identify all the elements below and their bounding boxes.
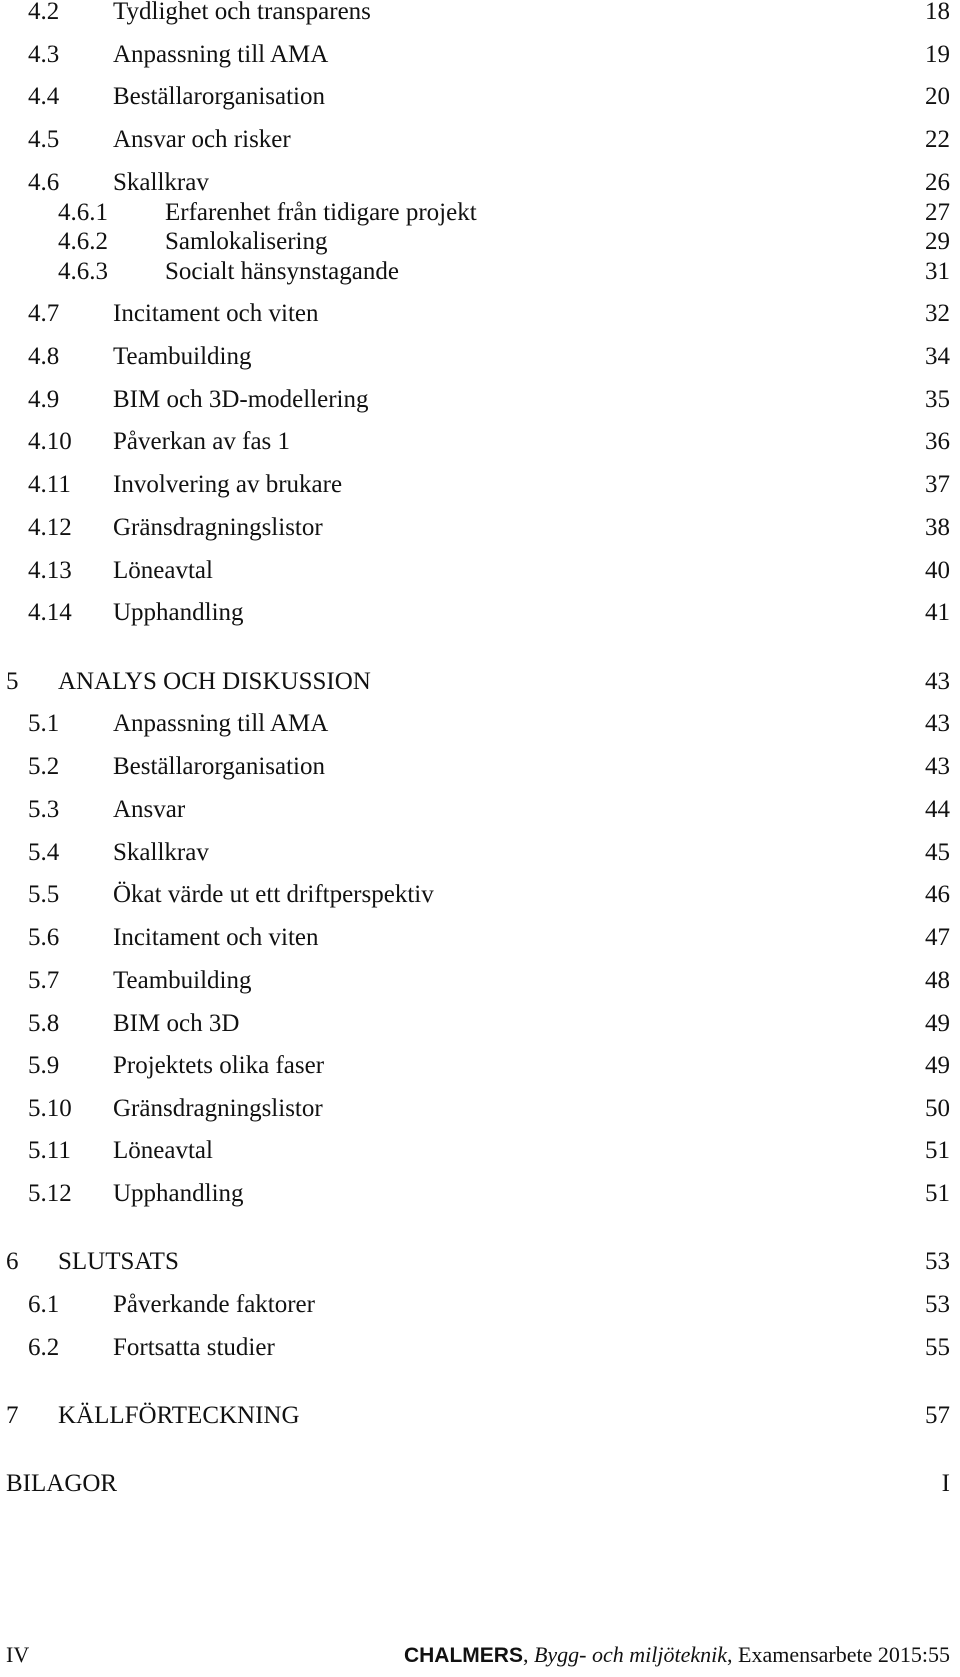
toc-entry-title: Teambuilding — [113, 967, 252, 994]
toc-chapter-number: 6 — [6, 1248, 19, 1275]
toc-entry[interactable] — [0, 252, 960, 292]
toc-entry-number: 5.5 — [28, 881, 60, 908]
toc-entry-title: Ökat värde ut ett driftperspektiv — [113, 881, 434, 908]
toc-entry-title: Skallkrav — [113, 169, 209, 196]
toc-entry[interactable] — [0, 551, 960, 591]
toc-entry-number: 5.6 — [28, 924, 60, 951]
toc-entry-number: 5.3 — [28, 796, 60, 823]
toc-entry-title: Upphandling — [113, 599, 244, 626]
toc-entry-page: 49 — [925, 1052, 950, 1079]
toc-chapter-title: SLUTSATS — [58, 1248, 179, 1275]
toc-entry-title: BIM och 3D — [113, 1010, 240, 1037]
toc-entry-title: Påverkan av fas 1 — [113, 428, 291, 455]
toc-entry-title: BIM och 3D-modellering — [113, 386, 369, 413]
toc-entry-title: Beställarorganisation — [113, 753, 325, 780]
toc-entry-title: Teambuilding — [113, 343, 252, 370]
toc-entry-title: Ansvar och risker — [113, 126, 291, 153]
toc-entry[interactable] — [0, 875, 960, 915]
toc-entry-title: Gränsdragningslistor — [113, 514, 323, 541]
toc-entry[interactable] — [0, 77, 960, 117]
toc-entry-page: 51 — [925, 1180, 950, 1207]
toc-entry-title: Fortsatta studier — [113, 1334, 275, 1361]
toc-chapter[interactable] — [0, 662, 960, 702]
toc-entry[interactable] — [0, 961, 960, 1001]
toc-entry-title: Ansvar — [113, 796, 186, 823]
toc-entry-page: 40 — [925, 557, 950, 584]
toc-entry-number: 4.13 — [28, 557, 72, 584]
toc-entry[interactable] — [0, 1004, 960, 1044]
toc-entry-number: 4.11 — [28, 471, 71, 498]
page-footer — [0, 1640, 960, 1670]
footer-publication — [404, 1640, 950, 1671]
toc-entry-title: Anpassning till AMA — [113, 41, 329, 68]
toc-appendix-title: BILAGOR — [6, 1470, 118, 1497]
toc-entry-title: Anpassning till AMA — [113, 710, 329, 737]
toc-entry-page: 50 — [925, 1095, 950, 1122]
toc-entry[interactable] — [0, 120, 960, 160]
footer-department: Bygg- och miljöteknik — [533, 1642, 727, 1667]
toc-entry-title: Tydlighet och transparens — [113, 0, 371, 25]
toc-entry-number: 5.9 — [28, 1052, 60, 1079]
footer-brand: CHALMERS — [403, 1644, 523, 1667]
toc-entry-page: 36 — [925, 428, 950, 455]
toc-entry-page: 27 — [925, 199, 950, 226]
toc-entry-page: 34 — [925, 343, 950, 370]
toc-chapter-number: 7 — [6, 1402, 19, 1429]
toc-entry[interactable] — [0, 1131, 960, 1171]
toc-entry[interactable] — [0, 380, 960, 420]
toc-entry[interactable] — [0, 508, 960, 548]
toc-entry-title: Erfarenhet från tidigare projekt — [165, 199, 477, 226]
toc-entry[interactable] — [0, 1174, 960, 1214]
toc-entry-number: 4.6.1 — [58, 199, 108, 226]
toc-entry-number: 4.3 — [28, 41, 60, 68]
toc-entry-number: 5.4 — [28, 839, 60, 866]
toc-entry-number: 4.14 — [28, 599, 72, 626]
toc-chapter[interactable] — [0, 1242, 960, 1282]
toc-entry-page: 46 — [925, 881, 950, 908]
toc-entry[interactable] — [0, 833, 960, 873]
toc-entry[interactable] — [0, 790, 960, 830]
toc-entry-number: 4.6.3 — [58, 258, 108, 285]
toc-entry-number: 4.4 — [28, 83, 60, 110]
toc-entry-page: 47 — [925, 924, 950, 951]
toc-entry[interactable] — [0, 422, 960, 462]
toc-entry-title: Löneavtal — [113, 557, 213, 584]
toc-chapter[interactable] — [0, 1396, 960, 1436]
toc-entry-number: 5.7 — [28, 967, 60, 994]
toc-entry[interactable] — [0, 1328, 960, 1368]
toc-entry-number: 6.1 — [28, 1291, 60, 1318]
toc-entry-number: 5.2 — [28, 753, 60, 780]
toc-entry-page: 26 — [925, 169, 950, 196]
toc-entry-title: Beställarorganisation — [113, 83, 325, 110]
toc-entry-number: 4.12 — [28, 514, 72, 541]
toc-entry-number: 5.11 — [28, 1137, 71, 1164]
toc-entry-title: Upphandling — [113, 1180, 244, 1207]
toc-entry-page: 53 — [925, 1291, 950, 1318]
toc-entry-number: 5.10 — [28, 1095, 72, 1122]
footer-thesis: , Examensarbete 2015:55 — [727, 1642, 950, 1667]
toc-entry-number: 4.7 — [28, 300, 60, 327]
toc-entry-page: 43 — [925, 710, 950, 737]
toc-entry-page: 18 — [925, 0, 950, 25]
toc-entry-page: 49 — [925, 1010, 950, 1037]
toc-entry-number: 5.1 — [28, 710, 60, 737]
toc-entry[interactable] — [0, 35, 960, 75]
toc-entry-page: 35 — [925, 386, 950, 413]
toc-entry-page: 32 — [925, 300, 950, 327]
toc-appendix[interactable] — [0, 1464, 960, 1504]
toc-entry-number: 6.2 — [28, 1334, 60, 1361]
toc-entry-number: 4.5 — [28, 126, 60, 153]
toc-entry-title: Incitament och viten — [113, 300, 319, 327]
toc-entry-number: 4.6.2 — [58, 228, 108, 255]
toc-entry[interactable] — [0, 465, 960, 505]
toc-entry[interactable] — [0, 1089, 960, 1129]
toc-chapter-title: KÄLLFÖRTECKNING — [58, 1402, 300, 1429]
toc-entry[interactable] — [0, 918, 960, 958]
toc-appendix-page: I — [941, 1470, 950, 1497]
toc-entry[interactable] — [0, 0, 960, 32]
toc-entry[interactable] — [0, 593, 960, 633]
toc-entry[interactable] — [0, 704, 960, 744]
toc-entry-page: 51 — [925, 1137, 950, 1164]
toc-entry-title: Gränsdragningslistor — [113, 1095, 323, 1122]
toc-entry-page: 38 — [925, 514, 950, 541]
toc-entry-page: 22 — [925, 126, 950, 153]
toc-entry-number: 5.12 — [28, 1180, 72, 1207]
toc-entry-title: Påverkande faktorer — [113, 1291, 315, 1318]
toc-entry-number: 4.8 — [28, 343, 60, 370]
toc-entry-number: 4.2 — [28, 0, 60, 25]
toc-entry-page: 48 — [925, 967, 950, 994]
toc-entry-page: 43 — [925, 753, 950, 780]
toc-entry-page: 41 — [925, 599, 950, 626]
toc-entry-number: 5.8 — [28, 1010, 60, 1037]
toc-chapter-title: ANALYS OCH DISKUSSION — [58, 668, 371, 695]
toc-entry-title: Socialt hänsynstagande — [165, 258, 399, 285]
toc-entry-title: Projektets olika faser — [113, 1052, 325, 1079]
toc-entry[interactable] — [0, 294, 960, 334]
toc-chapter-page: 57 — [925, 1402, 950, 1429]
toc-chapter-number: 5 — [6, 668, 19, 695]
toc-entry-title: Involvering av brukare — [113, 471, 343, 498]
toc-entry-title: Samlokalisering — [165, 228, 328, 255]
toc-entry-number: 4.6 — [28, 169, 60, 196]
toc-entry-title: Löneavtal — [113, 1137, 213, 1164]
toc-chapter-page: 53 — [925, 1248, 950, 1275]
toc-entry-title: Skallkrav — [113, 839, 209, 866]
toc-entry[interactable] — [0, 337, 960, 377]
toc-entry-page: 44 — [925, 796, 950, 823]
toc-entry[interactable] — [0, 1285, 960, 1325]
toc-entry[interactable] — [0, 1046, 960, 1086]
toc-entry-page: 29 — [925, 228, 950, 255]
toc-entry-number: 4.9 — [28, 386, 60, 413]
toc-chapter-page: 43 — [925, 668, 950, 695]
footer-page-number: IV — [6, 1642, 30, 1667]
toc-entry-page: 20 — [925, 83, 950, 110]
toc-entry-number: 4.10 — [28, 428, 72, 455]
toc-entry-title: Incitament och viten — [113, 924, 319, 951]
toc-entry-page: 55 — [925, 1334, 950, 1361]
footer-separator: , — [522, 1642, 534, 1667]
toc-entry-page: 19 — [925, 41, 950, 68]
toc-entry-page: 31 — [925, 258, 950, 285]
toc-entry-page: 45 — [925, 839, 950, 866]
toc-entry[interactable] — [0, 747, 960, 787]
toc-entry-page: 37 — [925, 471, 950, 498]
